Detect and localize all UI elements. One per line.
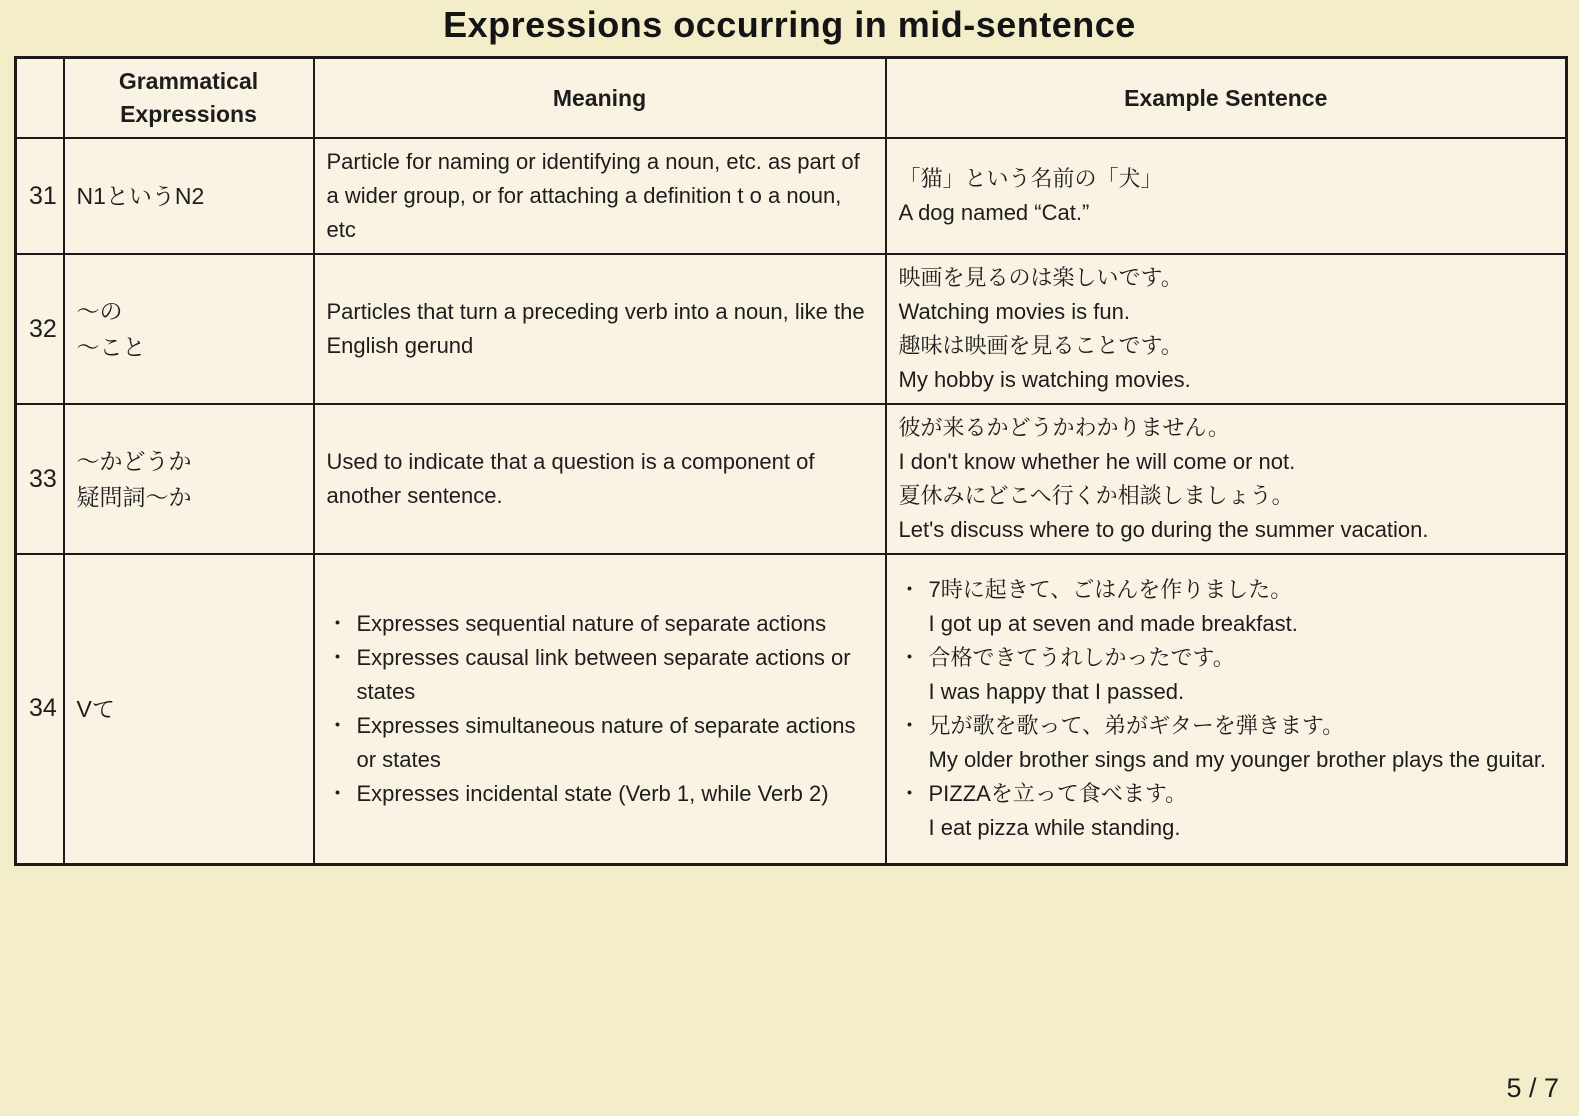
example-line-jp: ・ 合格できてうれしかったです。 [899,641,1554,675]
example-cell [886,404,1567,554]
grammar-expressions-table [14,56,1568,866]
expression-cell [64,254,314,404]
row-number: 34 [16,554,64,864]
example-line-jp: ・ 兄が歌を歌って、弟がギターを弾きます。 [899,709,1554,743]
expression-line: 疑問詞〜か [76,484,192,510]
meaning-text: Particles that turn a preceding verb into a noun, like the English gerund [326,299,865,358]
meaning-text: Used to indicate that a question is a component of another sentence. [326,449,815,508]
page-title: Expressions occurring in mid-sentence [443,4,1136,45]
table-row [16,554,1567,864]
example-line-en: Watching movies is fun. [898,299,1130,324]
expression-line: 〜かどうか [76,448,192,474]
example-line-jp: ・ 7時に起きて、ごはんを作りました。 [899,573,1554,607]
example-item [899,777,1554,845]
expression-cell [64,404,314,554]
example-line-en: I eat pizza while standing. [928,814,1181,840]
meaning-text: Particle for naming or identifying a noun, etc. as part of a wider group, or for attaching a definition t o a noun, etc [326,149,860,242]
expression-line: 〜こと [76,334,146,360]
table-row [16,254,1567,404]
meaning-bullet: ・ Expresses incidental state (Verb 1, while Verb 2) [327,777,873,811]
meaning-bullet: ・ Expresses sequential nature of separate actions [327,607,873,641]
expression-line: Vて [76,695,115,722]
row-number: 31 [16,138,64,254]
example-cell [886,554,1567,864]
meaning-bullet: ・ Expresses simultaneous nature of separate actions or states [327,709,873,777]
expression-cell [64,138,314,254]
example-line-jp: 「猫」という名前の「犬」 [898,166,1163,191]
expression-line: 〜の [76,298,123,324]
meaning-bullet: ・ Expresses causal link between separate actions or states [327,641,873,709]
expression-line: N1というN2 [76,183,205,209]
header-grammatical-expressions: Grammatical Expressions [64,58,314,139]
example-item [899,709,1554,777]
example-line-en: I was happy that I passed. [928,678,1185,704]
example-line-en: I don't know whether he will come or not. [898,449,1296,474]
example-cell [886,138,1567,254]
example-line-en: A dog named “Cat.” [898,200,1090,225]
example-line-en: I got up at seven and made breakfast. [928,610,1298,636]
example-line-jp: 夏休みにどこへ行くか相談しましょう。 [898,483,1294,508]
table-row [16,404,1567,554]
expression-cell [64,554,314,864]
page-number: 5 / 7 [1506,1073,1559,1103]
example-line-jp: 趣味は映画を見ることです。 [898,333,1183,358]
example-line-jp: 映画を見るのは楽しいです。 [898,265,1183,290]
example-item [899,641,1554,709]
example-line-jp: ・ PIZZAを立って食べます。 [899,777,1554,811]
header-number [16,58,64,139]
table-row [16,138,1567,254]
meaning-cell [314,404,886,554]
header-example-sentence: Example Sentence [886,58,1567,139]
row-number: 33 [16,404,64,554]
meaning-cell [314,554,886,864]
table-header-row [16,58,1567,139]
header-meaning: Meaning [314,58,886,139]
example-item [899,573,1554,641]
meaning-cell [314,138,886,254]
example-line-jp: 彼が来るかどうかわかりません。 [898,415,1230,440]
example-line-en: My hobby is watching movies. [898,367,1191,392]
meaning-cell [314,254,886,404]
row-number: 32 [16,254,64,404]
example-line-en: My older brother sings and my younger brother plays the guitar. [928,746,1547,772]
example-cell [886,254,1567,404]
example-line-en: Let's discuss where to go during the summer vacation. [898,517,1429,542]
